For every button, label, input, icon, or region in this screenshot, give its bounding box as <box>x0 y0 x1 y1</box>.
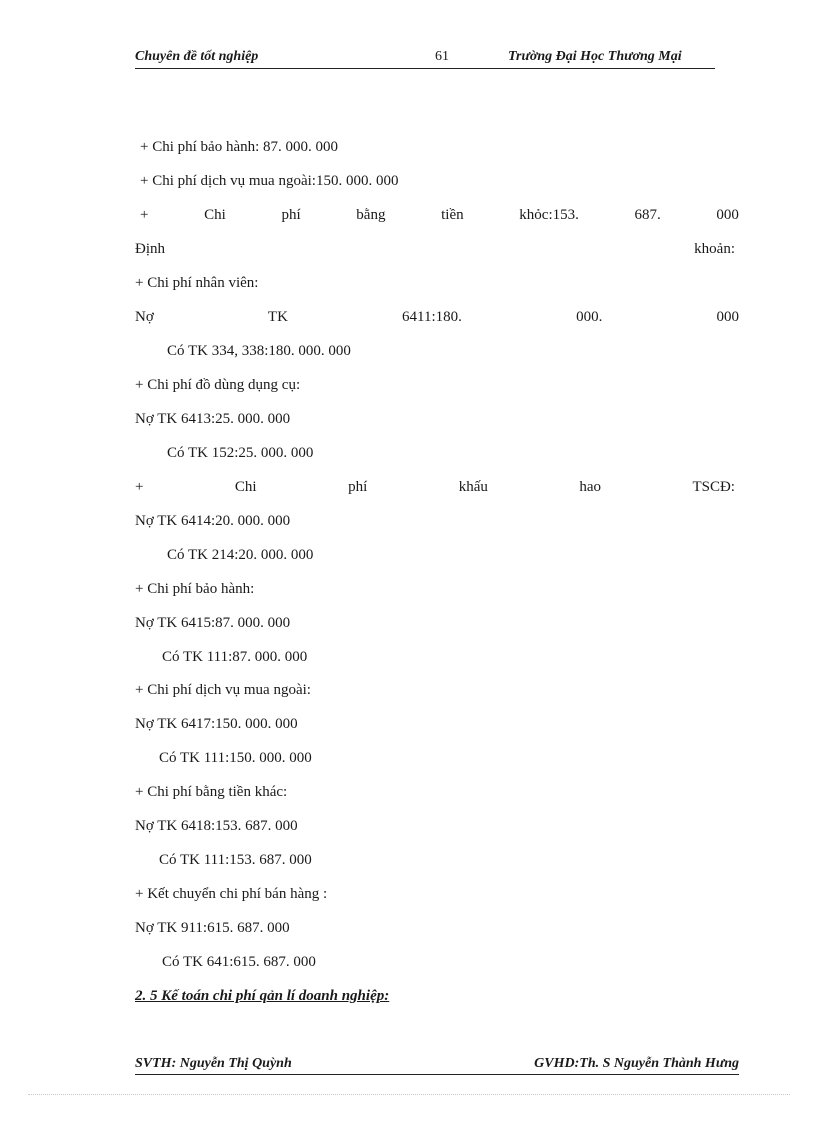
text-line: Nợ TK 6418:153. 687. 000 <box>135 818 298 834</box>
text-line: Nợ TK 6417:150. 000. 000 <box>135 716 298 732</box>
section-heading-row <box>135 986 739 1006</box>
word: + <box>140 207 149 223</box>
text-line: + Chi phí dịch vụ mua ngoài: <box>135 682 311 698</box>
justified-line <box>135 205 739 225</box>
word: khỏc:153. <box>519 207 579 223</box>
word: Chi <box>234 479 257 495</box>
word: 000 <box>716 309 739 325</box>
word: TSCĐ: <box>692 479 735 495</box>
text-line: Có TK 641:615. 687. 000 <box>162 954 316 970</box>
text-line: + Chi phí bảo hành: <box>135 581 255 597</box>
word: Định <box>135 241 165 257</box>
word: TK <box>267 309 288 325</box>
word: hao <box>579 479 601 495</box>
word: Chi <box>204 207 226 223</box>
section-heading: 2. 5 Kế toán chi phí qản lí doanh nghiệp: <box>135 988 390 1004</box>
text-line: Có TK 111:153. 687. 000 <box>159 852 312 868</box>
header-document-type: Chuyên đề tốt nghiệp <box>135 49 259 64</box>
text-line: Có TK 111:150. 000. 000 <box>159 750 312 766</box>
text-line: + Chi phí nhân viên: <box>135 275 259 291</box>
text-line: + Kết chuyển chi phí bán hàng : <box>135 886 328 902</box>
word: khấu <box>458 479 488 495</box>
text-line: + Chi phí dịch vụ mua ngoài:150. 000. 000 <box>140 173 399 189</box>
text-line: Nợ TK 911:615. 687. 000 <box>135 920 290 936</box>
justified-line <box>135 477 735 497</box>
justified-line <box>135 307 739 327</box>
page-header <box>135 48 715 69</box>
text-line: Nợ TK 6415:87. 000. 000 <box>135 615 291 631</box>
word: phí <box>348 479 368 495</box>
page-footer <box>135 1054 739 1075</box>
text-line: + Chi phí bằng tiền khác: <box>135 784 288 800</box>
text-line: + Chi phí bảo hành: 87. 000. 000 <box>140 139 339 155</box>
word: phí <box>281 207 301 223</box>
footer-supervisor: GVHD:Th. S Nguyễn Thành Hưng <box>534 1056 739 1071</box>
text-line: Có TK 214:20. 000. 000 <box>167 547 314 563</box>
page-number: 61 <box>435 49 449 64</box>
text-line: Có TK 152:25. 000. 000 <box>167 445 314 461</box>
word: khoản: <box>694 241 735 257</box>
word: 687. <box>634 207 661 223</box>
word: Nợ <box>135 309 154 325</box>
word: 000. <box>576 309 603 325</box>
word: 000 <box>716 207 739 223</box>
page-bottom-divider <box>28 1094 790 1095</box>
word: + <box>135 479 144 495</box>
word: bằng <box>356 207 386 223</box>
text-line: Nợ TK 6414:20. 000. 000 <box>135 513 291 529</box>
text-line: Có TK 111:87. 000. 000 <box>162 649 308 665</box>
justified-line <box>135 239 735 259</box>
text-line: + Chi phí đồ dùng dụng cụ: <box>135 377 301 393</box>
text-line: Nợ TK 6413:25. 000. 000 <box>135 411 291 427</box>
header-university: Trường Đại Học Thương Mại <box>508 49 682 64</box>
word: 6411:180. <box>402 309 462 325</box>
footer-student: SVTH: Nguyễn Thị Quỳnh <box>135 1056 292 1071</box>
text-line: Có TK 334, 338:180. 000. 000 <box>167 343 351 359</box>
word: tiền <box>441 207 464 223</box>
